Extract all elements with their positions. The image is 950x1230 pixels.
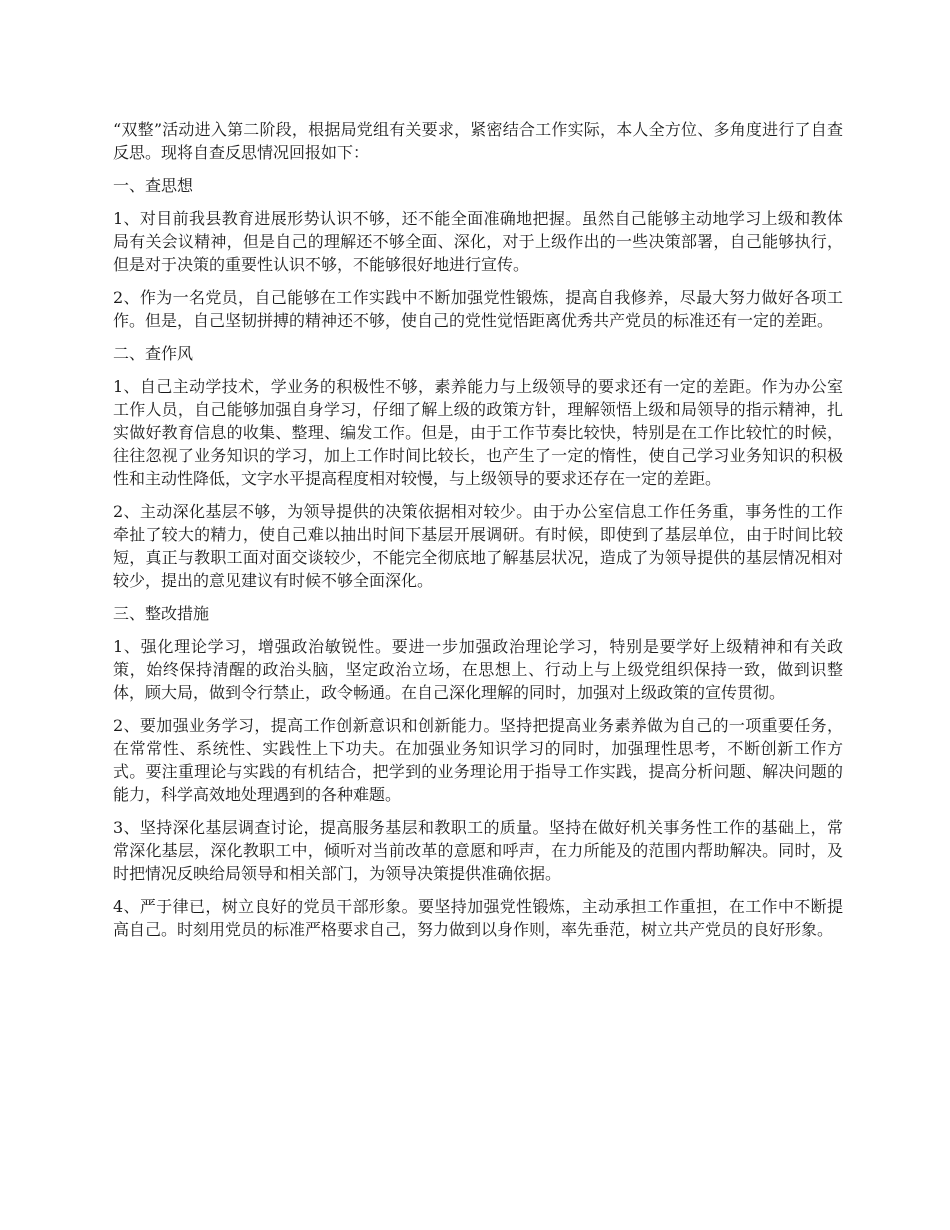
section1-paragraph-2: 2、作为一名党员，自己能够在工作实践中不断加强党性锻炼，提高自我修养，尽最大努力做好各项工作。但是，自己坚韧拼搏的精神还不够，使自己的党性觉悟距离优秀共产党员的标准还有一定的差距。	[113, 288, 843, 330]
section3-paragraph-3: 3、坚持深化基层调查讨论，提高服务基层和教职工的质量。坚持在做好机关事务性工作的基础上，常常深化基层，深化教职工中，倾听对当前改革的意愿和呼声，在力所能及的范围内帮助解决。同时，及时把情况反映给局领导和相关部门，为领导决策提供准确依据。	[113, 818, 843, 883]
section-heading-2: 二、查作风	[113, 344, 194, 363]
intro-paragraph: “双整”活动进入第二阶段，根据局党组有关要求，紧密结合工作实际，本人全方位、多角度进行了自查反思。现将自查反思情况回报如下：	[113, 120, 843, 162]
section3-paragraph-2: 2、要加强业务学习，提高工作创新意识和创新能力。坚持把提高业务素养做为自己的一项重要任务，在常常性、系统性、实践性上下功夫。在加强业务知识学习的同时，加强理性思考，不断创新工作方式。要注重理论与实践的有机结合，把学到的业务理论用于指导工作实践，提高分析问题、解决问题的能力，科学高效地处理遇到的各种难题。	[113, 716, 843, 804]
section2-paragraph-2: 2、主动深化基层不够，为领导提供的决策依据相对较少。由于办公室信息工作任务重，事务性的工作牵扯了较大的精力，使自己难以抽出时间下基层开展调研。有时候，即使到了基层单位，由于时间比较短，真正与教职工面对面交谈较少，不能完全彻底地了解基层状况，造成了为领导提供的基层情况相对较少，提出的意见建议有时候不够全面深化。	[113, 502, 843, 590]
section-heading-1: 一、查思想	[113, 176, 194, 195]
section3-paragraph-4: 4、严于律已，树立良好的党员干部形象。要坚持加强党性锻炼，主动承担工作重担，在工作中不断提高自己。时刻用党员的标准严格要求自己，努力做到以身作则，率先垂范，树立共产党员的良好形象。	[113, 897, 843, 939]
document-body	[113, 118, 843, 951]
section-heading-3: 三、整改措施	[113, 604, 210, 623]
section2-paragraph-1: 1、自己主动学技术，学业务的积极性不够，素养能力与上级领导的要求还有一定的差距。作为办公室工作人员，自己能够加强自身学习，仔细了解上级的政策方针，理解领悟上级和局领导的指示精神，扎实做好教育信息的收集、整理、编发工作。但是，由于工作节奏比较快，特别是在工作比较忙的时候，往往忽视了业务知识的学习，加上工作时间比较长，也产生了一定的惰性，使自己学习业务知识的积极性和主动性降低，文字水平提高程度相对较慢，与上级领导的要求还存在一定的差距。	[113, 377, 843, 488]
section1-paragraph-1: 1、对目前我县教育进展形势认识不够，还不能全面准确地把握。虽然自己能够主动地学习上级和教体局有关会议精神，但是自己的理解还不够全面、深化，对于上级作出的一些决策部署，自己能够执行，但是对于决策的重要性认识不够，不能够很好地进行宣传。	[113, 209, 843, 274]
section3-paragraph-1: 1、强化理论学习，增强政治敏锐性。要进一步加强政治理论学习，特别是要学好上级精神和有关政策，始终保持清醒的政治头脑，坚定政治立场，在思想上、行动上与上级党组织保持一致，做到识整体，顾大局，做到令行禁止，政令畅通。在自己深化理解的同时，加强对上级政策的宣传贯彻。	[113, 637, 843, 702]
